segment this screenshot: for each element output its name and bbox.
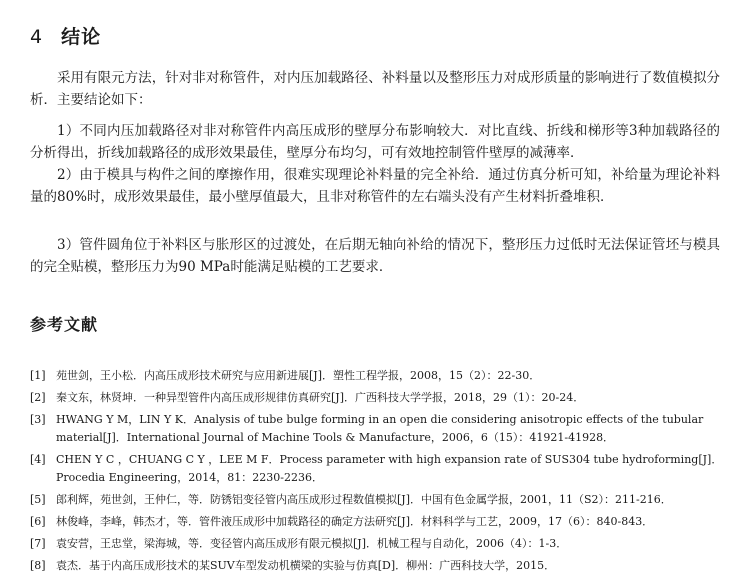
reference-item [30,535,730,553]
reference-index: [7] [30,537,46,550]
reference-index: [4] [30,453,46,466]
reference-index: [1] [30,369,46,382]
reference-item [30,389,730,407]
references-heading: 参考文献 [30,315,99,334]
reference-text: 秦文东，林贤坤．一种异型管件内高压成形规律仿真研究[J]．广西科技大学学报，2018，29（1）：20-24． [56,391,585,404]
reference-text: 苑世剑，王小松．内高压成形技术研究与应用新进展[J]．塑性工程学报，2008，15（2）：22-30． [56,369,541,382]
conclusion-paragraph-3: 3）管件圆角位于补料区与胀形区的过渡处，在后期无轴向补给的情况下，整形压力过低时无法保证管坯与模具的完全贴模，整形压力为90 MPa时能满足贴模的工艺要求． [30,237,720,275]
conclusion-paragraph-2: 2）由于模具与构件之间的摩擦作用，很难实现理论补料量的完全补给．通过仿真分析可知，补给量为理论补料量的80%时，成形效果最佳，最小壁厚值最大，且非对称管件的左右端头没有产生材料折叠堆积． [30,167,720,205]
reference-item [30,513,730,531]
reference-text: 林俊峰，李峰，韩杰才，等．管件液压成形中加载路径的确定方法研究[J]．材料科学与工艺，2009，17（6）：840-843． [56,515,654,528]
reference-text: HWANG Y M，LIN Y K．Analysis of tube bulge forming in an open die considering anisotropic effects of the tubular material[J]．International Journal of Machine Tools & Manufacture，2006，6（15）：41921-41928． [56,413,704,444]
reference-item [30,451,730,487]
reference-item [30,411,730,447]
reference-item [30,491,730,509]
reference-index: [5] [30,493,46,506]
intro-paragraph: 采用有限元方法，针对非对称管件，对内压加载路径、补料量以及整形压力对成形质量的影响进行了数值模拟分析．主要结论如下： [30,70,720,108]
reference-index: [6] [30,515,46,528]
section-title: 结论 [61,26,102,48]
reference-item [30,557,730,575]
section-heading [30,22,101,49]
reference-text: CHEN Y C ，CHUANG C Y ，LEE M F．Process parameter with high expansion rate of SUS304 tube hydroforming[J]．Procedia Engineering，2014，81：2230-2236． [56,453,723,484]
reference-index: [2] [30,391,46,404]
reference-list [30,367,730,579]
conclusion-paragraph-1: 1）不同内压加载路径对非对称管件内高压成形的壁厚分布影响较大．对比直线、折线和梯形等3种加载路径的分析得出，折线加载路径的成形效果最佳，壁厚分布均匀，可有效地控制管件壁厚的减薄率． [30,123,720,161]
reference-text: 袁杰．基于内高压成形技术的某SUV车型发动机横梁的实验与仿真[D]．柳州：广西科技大学，2015． [56,559,556,572]
reference-text: 袁安营，王忠堂，梁海城，等．变径管内高压成形有限元模拟[J]．机械工程与自动化，2006（4）：1-3． [56,537,568,550]
reference-item [30,367,730,385]
reference-text: 郎利辉，苑世剑，王仲仁，等．防锈铝变径管内高压成形过程数值模拟[J]．中国有色金属学报，2001，11（S2）：211-216． [56,493,672,506]
section-number: 4 [30,26,44,48]
reference-index: [3] [30,413,46,426]
reference-index: [8] [30,559,46,572]
